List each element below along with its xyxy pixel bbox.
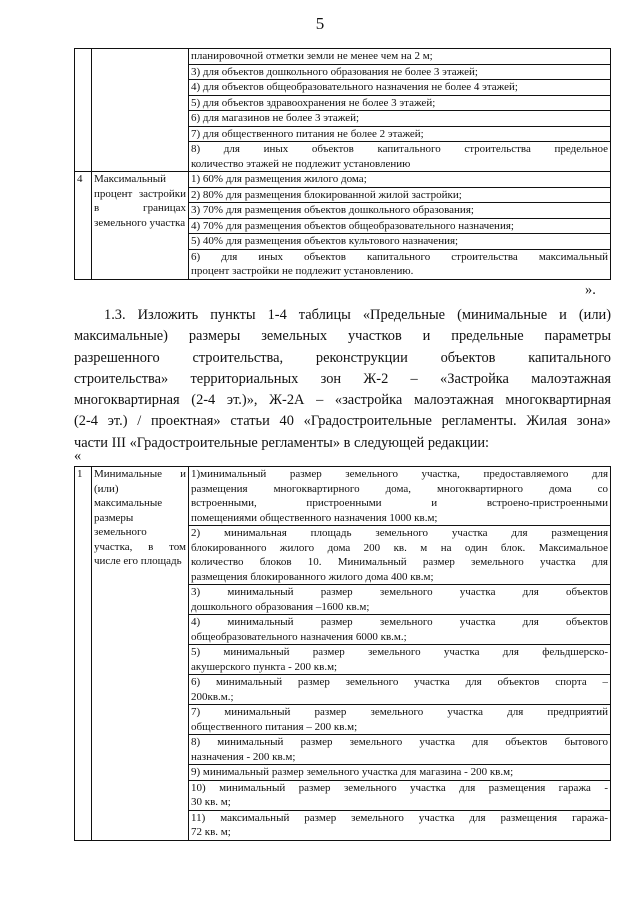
regulations-table-new (74, 466, 611, 841)
regulations-table-continuation (74, 48, 611, 280)
list-item-line: встроенными, пристроенными и встроено-пристроенными (191, 497, 608, 509)
list-item (189, 765, 610, 781)
list-item (189, 172, 610, 188)
name-line: (или) (94, 482, 119, 495)
list-item (189, 80, 610, 96)
paragraph-line: 1.3. Изложить пункты 1-4 таблицы «Предельные (минимальные и (или) (104, 307, 611, 323)
list-item-line: 5) минимальный размер земельного участка для фельдшерско- (191, 646, 608, 658)
list-item-line: 6) минимальный размер земельного участка для объектов спорта – (191, 676, 608, 688)
list-item-line: блокированного жилого дома 200 кв. м на один блок. Максимальное (191, 541, 608, 554)
list-item-line: 2) минимальная площадь земельного участка для размещения (191, 527, 608, 539)
list-item-line: 8) для иных объектов капитального строительства предельное (191, 143, 608, 155)
closing-quote: ». (585, 282, 596, 298)
list-item (189, 188, 610, 204)
row-values-cell (189, 467, 611, 841)
list-item-line: 8) минимальный размер земельного участка для объектов бытового (191, 736, 608, 748)
list-item (189, 111, 610, 127)
opening-quote: « (74, 448, 82, 464)
list-item (189, 127, 610, 143)
list-item (189, 645, 610, 675)
page-number: 5 (315, 14, 325, 33)
list-item (189, 615, 610, 645)
list-item (189, 705, 610, 735)
list-item-line: 200кв.м.; (191, 690, 234, 703)
list-item-line: 5) для объектов здравоохранения не более 3 этажей; (191, 96, 436, 109)
row-number-cell: 1 (75, 467, 92, 841)
list-item (189, 203, 610, 219)
paragraph-line: строительства» территориальных зон Ж-2 – «Застройка малоэтажная (74, 370, 611, 387)
list-item (189, 735, 610, 765)
list-item-line: акушерского пункта - 200 кв.м; (191, 660, 338, 673)
list-item-line: количество блоков 10. Минимальный размер земельного участка для (191, 556, 608, 568)
list-item-line: 72 кв. м; (191, 826, 231, 838)
list-item-line: 3) минимальный размер земельного участка для объектов (191, 586, 608, 598)
row-number-cell (75, 49, 92, 172)
table-row (75, 467, 611, 841)
list-item-line: 1) 60% для размещения жилого дома; (191, 173, 367, 185)
name-line: Максимальный (94, 173, 167, 185)
list-item-line: дошкольного образования –1600 кв.м; (191, 600, 370, 613)
list-item-line: общеобразовательного назначения 6000 кв.м.; (191, 630, 407, 643)
row-name-cell (92, 172, 189, 280)
table-row (75, 172, 611, 280)
name-line: в границах (94, 202, 186, 214)
name-line: максимальные (94, 497, 163, 509)
list-item-line: 5) 40% для размещения объектов культового назначения; (191, 235, 459, 247)
list-item-line: 4) для объектов общеобразовательного назначения не более 4 этажей; (191, 81, 518, 93)
list-item-line: 30 кв. м; (191, 796, 231, 808)
list-item (189, 811, 610, 840)
list-item-line: количество этажей не подлежит установлению (191, 157, 411, 170)
name-line: размеры (94, 511, 134, 524)
row-values-cell (189, 172, 611, 280)
paragraph-line: (2-4 эт.) / проектная» статьи 40 «Градостроительные регламенты. Жилая зона» (74, 413, 611, 430)
list-item-line: 2) 80% для размещения блокированной жилой застройки; (191, 188, 462, 201)
list-item (189, 781, 610, 811)
name-line: числе его площадь (94, 555, 182, 567)
list-item (189, 142, 610, 171)
list-item-line: 4) 70% для размещения объектов общеобразовательного назначения; (191, 219, 514, 232)
paragraph-line: многоквартирная (2-4 эт.)», Ж-2А – «застройка малоэтажная многоквартирная (74, 392, 611, 409)
list-item (189, 234, 610, 250)
list-item (189, 219, 610, 235)
name-line: участка, в том (94, 540, 186, 553)
paragraph-line: части III «Градостроительные регламенты» в следующей редакции: (74, 434, 490, 451)
list-item-line: 6) для иных объектов капитального строительства максимальный (191, 250, 608, 263)
list-item-line: общественного питания – 200 кв.м; (191, 720, 358, 733)
row-values-cell (189, 49, 611, 172)
list-item-line: 7) для общественного питания не более 2 этажей; (191, 127, 424, 140)
list-item (189, 49, 610, 65)
list-item-line: 3) для объектов дошкольного образования не более 3 этажей; (191, 65, 478, 78)
list-item-line: процент застройки не подлежит установлению. (191, 265, 414, 277)
name-line: земельного участка (94, 216, 186, 229)
list-item (189, 585, 610, 615)
amendment-paragraph (74, 305, 611, 454)
list-item-line: планировочной отметки земли не менее чем на 2 м; (191, 50, 433, 62)
row-name-cell (92, 467, 189, 841)
list-item-line: 1)минимальный размер земельного участка, предоставляемого для (191, 468, 608, 480)
row-name-cell (92, 49, 189, 172)
list-item (189, 526, 610, 585)
name-line: земельного (94, 526, 147, 538)
name-line: Минимальные и (94, 468, 186, 480)
row-number-cell: 4 (75, 172, 92, 280)
list-item-line: назначения - 200 кв.м; (191, 750, 296, 763)
list-item-line: 7) минимальный размер земельного участка для предприятий (191, 706, 608, 718)
list-item-line: 3) 70% для размещения объектов дошкольного образования; (191, 204, 474, 216)
list-item-line: 10) минимальный размер земельного участка для размещения гаража - (191, 781, 608, 794)
list-item (189, 96, 610, 112)
list-item-line: 6) для магазинов не более 3 этажей; (191, 112, 360, 124)
name-line: процент застройки (94, 187, 186, 200)
list-item-line: размещения блокированного жилого дома 400 кв.м; (191, 570, 434, 583)
list-item-line: 11) максимальный размер земельного участка для размещения гаража- (191, 811, 608, 824)
table-row (75, 49, 611, 172)
paragraph-line: разрешенного строительства, реконструкции объектов капитального (74, 349, 611, 366)
list-item (189, 250, 610, 279)
list-item (189, 467, 610, 526)
list-item (189, 675, 610, 705)
list-item-line: 9) минимальный размер земельного участка для магазина - 200 кв.м; (191, 766, 514, 778)
paragraph-line: максимальные) размеры земельных участков и предельные параметры (74, 328, 611, 345)
list-item-line: размещения многоквартирного дома, многоквартирного дома со (191, 482, 608, 495)
list-item-line: помещениями общественного назначения 1000 кв.м; (191, 511, 438, 524)
list-item (189, 65, 610, 81)
list-item-line: 4) минимальный размер земельного участка для объектов (191, 616, 608, 628)
